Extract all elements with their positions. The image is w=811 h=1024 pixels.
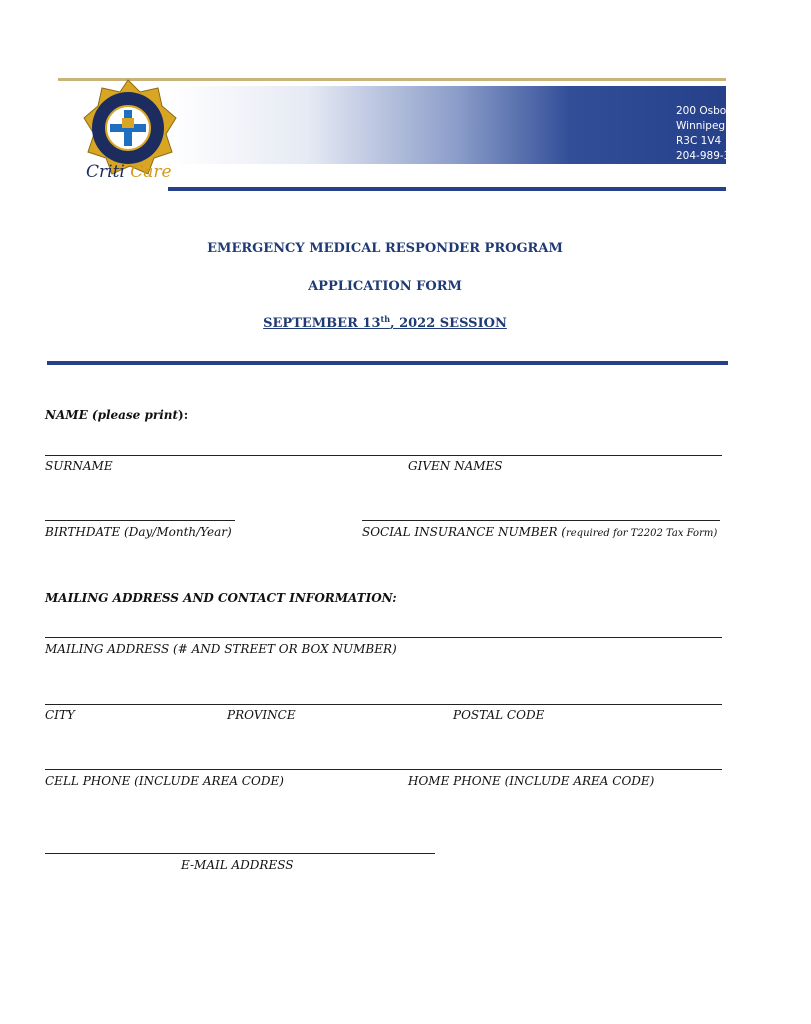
logo-word-care: Care — [130, 162, 172, 182]
sin-label-text: SOCIAL INSURANCE NUMBER ( — [362, 525, 566, 539]
logo-wordmark — [86, 162, 172, 182]
address-line-3: R3C 1V4 — [676, 135, 722, 147]
letterhead — [58, 78, 811, 192]
mailing-address-label: MAILING ADDRESS (# AND STREET OR BOX NUMBER) — [45, 642, 397, 656]
logo-word-criti: Criti — [86, 162, 125, 182]
sin-field-line[interactable] — [362, 520, 720, 521]
postal-code-label: POSTAL CODE — [453, 708, 545, 722]
city-province-postal-field-line[interactable] — [45, 704, 722, 705]
session-title-date: SEPTEMBER 13 — [263, 316, 381, 331]
cell-phone-label: CELL PHONE (INCLUDE AREA CODE) — [45, 774, 284, 788]
sin-note: required for T2202 Tax Form) — [565, 528, 718, 539]
address-line-4: 204-989-3671 — [676, 150, 751, 162]
email-label: E-MAIL ADDRESS — [181, 858, 294, 872]
sin-label — [362, 525, 717, 539]
section-divider — [47, 361, 728, 365]
address-line-2: Winnipeg, MB, Canada — [676, 120, 795, 132]
session-title — [0, 316, 770, 331]
birthdate-label: BIRTHDATE (Day/Month/Year) — [45, 525, 232, 539]
mailing-heading: MAILING ADDRESS AND CONTACT INFORMATION: — [45, 591, 397, 605]
home-phone-label: HOME PHONE (INCLUDE AREA CODE) — [408, 774, 655, 788]
birthdate-field-line[interactable] — [45, 520, 235, 521]
given-names-label: GIVEN NAMES — [408, 459, 503, 473]
province-label: PROVINCE — [227, 708, 296, 722]
program-title: EMERGENCY MEDICAL RESPONDER PROGRAM — [207, 241, 563, 256]
mailing-address-field-line[interactable] — [45, 637, 722, 638]
header-bottom-rule — [168, 187, 726, 191]
session-title-year: , 2022 SESSION — [390, 316, 507, 331]
email-field-line[interactable] — [45, 853, 435, 854]
phone-field-line[interactable] — [45, 769, 722, 770]
form-title: APPLICATION FORM — [308, 279, 462, 294]
session-title-suffix: th — [380, 314, 391, 324]
surname-label: SURNAME — [45, 459, 113, 473]
address-block — [676, 104, 811, 164]
name-field-line[interactable] — [45, 455, 722, 456]
name-heading-text: NAME (please print — [45, 408, 179, 422]
header-banner — [168, 86, 811, 164]
address-line-1: 200 Osborne Street North — [676, 105, 811, 117]
name-heading — [45, 408, 188, 422]
name-heading-end: ): — [178, 408, 189, 422]
city-label: CITY — [45, 708, 75, 722]
